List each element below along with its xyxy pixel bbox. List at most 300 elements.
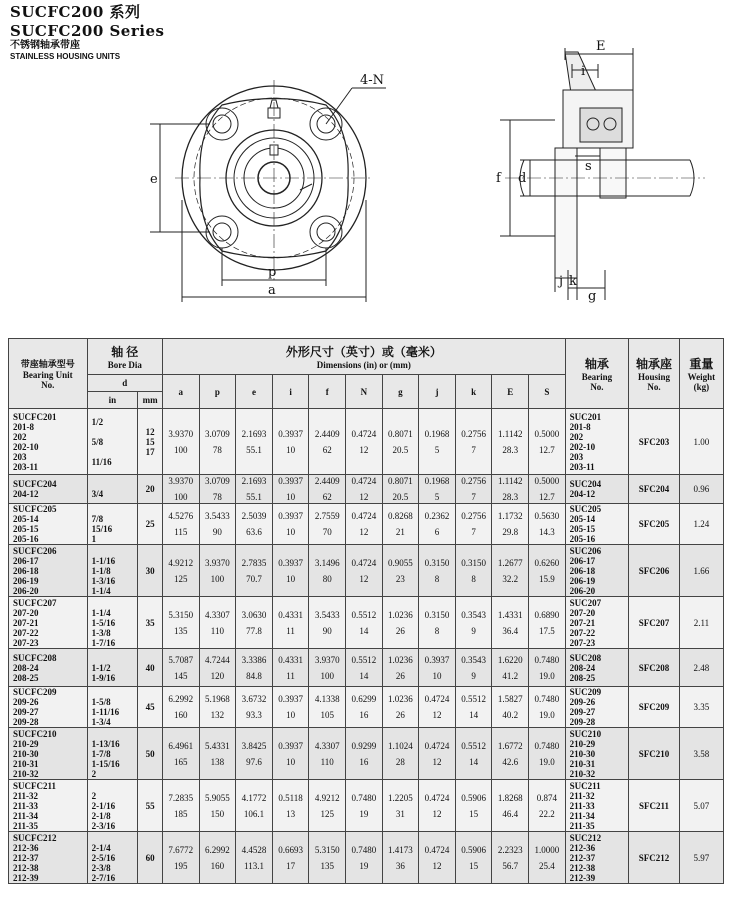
- label-d: d: [518, 171, 527, 186]
- dim-cell-p: [199, 504, 236, 545]
- dim-mm: 165: [174, 756, 188, 767]
- weight-cell: 5.97: [679, 832, 723, 884]
- bearing-cell: [565, 545, 629, 597]
- dim-mm: 46.4: [502, 808, 519, 819]
- col-e: e: [236, 375, 273, 409]
- housing-cell: SFC207: [629, 597, 680, 649]
- dim-inch: 3.0709: [205, 476, 230, 486]
- table-row: [9, 687, 724, 728]
- table-row: [9, 649, 724, 687]
- dim-mm: 120: [210, 670, 225, 681]
- dim-mm: 63.6: [246, 527, 262, 537]
- cell-line: 1/2: [91, 416, 104, 427]
- housing-cell: SFC209: [629, 687, 680, 728]
- dim-cell-i: [272, 475, 309, 504]
- housing-cell: SFC210: [629, 728, 680, 780]
- cell-line: [92, 546, 138, 556]
- dim-cell-E: [492, 728, 529, 780]
- dim-inch: 1.6220: [497, 654, 523, 665]
- dim-cell-p: [199, 728, 236, 780]
- cell-line: 2-5/16: [91, 852, 116, 863]
- label-j: j: [559, 274, 564, 289]
- housing-cell: SFC208: [629, 649, 680, 687]
- dim-inch: 0.1968: [424, 476, 450, 486]
- cell-line: 201-8: [13, 421, 34, 432]
- cell-line: 204-12: [569, 489, 596, 499]
- dim-inch: 0.3543: [461, 609, 487, 620]
- cell-line: 1-3/8: [91, 627, 111, 638]
- dim-inch: 0.3150: [424, 609, 450, 620]
- dim-mm: 15: [469, 808, 479, 819]
- dim-mm: 80: [322, 573, 332, 584]
- dim-mm: 7: [471, 444, 476, 455]
- cell-line: 210-31: [13, 758, 39, 769]
- cell-line: 202: [569, 431, 584, 442]
- cell-line: SUCFC211: [13, 780, 57, 791]
- cell-line: 1-7/16: [91, 637, 116, 648]
- dim-inch: 0.5512: [461, 740, 487, 751]
- dim-mm: 77.8: [246, 625, 262, 636]
- dim-inch: 2.7835: [241, 557, 267, 568]
- cell-line: 5/8: [91, 436, 104, 447]
- cell-line: 211-35: [569, 820, 595, 831]
- dim-mm: 55.1: [246, 492, 262, 502]
- dim-cell-j: [419, 728, 456, 780]
- cell-line: SUCFC207: [13, 597, 57, 608]
- dim-mm: 19.0: [538, 710, 555, 720]
- dim-cell-k: [455, 409, 492, 475]
- cell-line: 211-34: [569, 810, 595, 821]
- side-view: [500, 48, 705, 300]
- cell-line: 11/16: [91, 456, 112, 467]
- weight-cell: 1.66: [679, 545, 723, 597]
- dim-inch: 4.4528: [241, 844, 267, 855]
- dim-cell-j: [419, 832, 456, 884]
- dim-mm: 21: [395, 527, 405, 537]
- cell-line: [92, 729, 138, 739]
- dim-cell-a: [162, 687, 199, 728]
- dim-inch: 0.5512: [461, 694, 487, 704]
- dim-inch: 1.0236: [388, 694, 413, 704]
- bore-mm-cell: [138, 780, 163, 832]
- dim-mm: 5: [434, 444, 440, 455]
- dim-cell-i: [272, 545, 309, 597]
- dim-mm: 55.1: [246, 444, 262, 455]
- dim-mm: 17: [286, 860, 296, 871]
- dim-cell-e: [236, 832, 273, 884]
- cell-line: 207-22: [569, 627, 596, 638]
- bore-in-cell: [87, 780, 138, 832]
- dim-inch: 0.4724: [351, 476, 377, 486]
- dim-inch: 0.2362: [424, 511, 450, 521]
- cell-line: 35: [145, 617, 155, 628]
- dim-inch: 2.4409: [314, 476, 340, 486]
- unit-cell: [9, 545, 88, 597]
- cell-line: 212-38: [13, 862, 39, 873]
- dim-cell-S: [529, 545, 566, 597]
- dim-mm: 7: [471, 492, 476, 502]
- unit-cell: [9, 687, 88, 728]
- dim-mm: 56.7: [502, 860, 519, 871]
- dim-inch: 0.4724: [424, 792, 450, 803]
- dim-mm: 12: [359, 444, 369, 455]
- col-g: g: [382, 375, 419, 409]
- unit-cell: [9, 409, 88, 475]
- dim-inch: 0.3937: [278, 557, 303, 568]
- housing-cell: SFC203: [629, 409, 680, 475]
- dim-inch: 7.2835: [168, 792, 194, 803]
- bore-mm-cell: [138, 728, 163, 780]
- housing-cell: SFC204: [629, 475, 680, 504]
- dim-cell-f: [309, 832, 346, 884]
- cell-line: 2: [91, 768, 97, 779]
- dim-cell-S: [529, 409, 566, 475]
- cell-line: 1-15/16: [91, 758, 120, 769]
- cell-line: 206-17: [569, 555, 596, 566]
- cell-line: 212-36: [569, 842, 596, 853]
- unit-cell: [9, 780, 88, 832]
- dim-mm: 110: [320, 756, 334, 767]
- dim-mm: 11: [286, 670, 295, 681]
- cell-line: 50: [145, 748, 155, 759]
- cell-line: 15/16: [91, 524, 113, 534]
- cell-line: 211-32: [569, 790, 595, 801]
- dim-inch: 0.3937: [278, 694, 303, 704]
- dim-inch: 0.5000: [534, 476, 560, 486]
- dim-inch: 1.1024: [388, 740, 413, 751]
- cell-line: 212-39: [569, 872, 596, 883]
- cell-line: 17: [145, 446, 155, 457]
- dim-mm: 36: [395, 860, 405, 871]
- dim-inch: 0.3937: [278, 511, 303, 521]
- dim-mm: 15: [469, 860, 479, 871]
- bearing-cell: [565, 649, 629, 687]
- cell-line: 211-33: [13, 800, 39, 811]
- cell-line: 2-1/16: [91, 800, 116, 811]
- cell-line: 206-18: [13, 565, 39, 576]
- dim-mm: 28.3: [502, 444, 519, 455]
- cell-line: 1-1/2: [91, 662, 111, 673]
- dim-cell-N: [346, 832, 383, 884]
- dim-mm: 10: [286, 492, 296, 502]
- dim-cell-S: [529, 504, 566, 545]
- dim-cell-a: [162, 780, 199, 832]
- dim-cell-a: [162, 728, 199, 780]
- cell-line: 2-3/16: [91, 820, 116, 831]
- cell-line: 45: [145, 702, 155, 712]
- dim-cell-k: [455, 504, 492, 545]
- cell-line: 1-3/16: [91, 575, 116, 586]
- bore-mm-cell: [138, 597, 163, 649]
- dim-inch: 0.5000: [534, 428, 560, 439]
- cell-line: 209-28: [569, 717, 596, 727]
- dim-inch: 1.5827: [497, 694, 523, 704]
- cell-line: 209-26: [569, 697, 596, 707]
- dim-inch: 1.2677: [497, 557, 523, 568]
- dim-mm: 90: [212, 527, 222, 537]
- dim-inch: 0.8071: [388, 428, 413, 439]
- dim-cell-k: [455, 832, 492, 884]
- dim-mm: 26: [395, 670, 405, 681]
- dim-mm: 14: [469, 756, 479, 767]
- dim-mm: 9: [471, 670, 476, 681]
- cell-line: 210-30: [13, 748, 39, 759]
- dim-cell-a: [162, 409, 199, 475]
- dim-inch: 1.0000: [534, 844, 560, 855]
- dim-mm: 23: [395, 573, 405, 584]
- dim-mm: 16: [359, 756, 369, 767]
- cell-line: 202: [13, 431, 27, 442]
- bore-in-cell: [87, 409, 138, 475]
- dim-cell-i: [272, 504, 309, 545]
- dim-mm: 10: [286, 710, 296, 720]
- label-i: i: [581, 64, 586, 79]
- dim-inch: 0.2756: [461, 428, 487, 439]
- label-e: e: [150, 172, 158, 187]
- bore-in-cell: [87, 545, 138, 597]
- unit-cell: [9, 649, 88, 687]
- cell-line: 210-30: [569, 748, 596, 759]
- dim-inch: 5.1968: [205, 694, 230, 704]
- dim-cell-i: [272, 728, 309, 780]
- cell-line: 30: [145, 565, 155, 576]
- dim-cell-k: [455, 545, 492, 597]
- dim-inch: 0.5630: [534, 511, 560, 521]
- cell-line: 15: [145, 436, 155, 447]
- dim-cell-f: [309, 649, 346, 687]
- cell-line: 25: [145, 519, 155, 529]
- dimensions-table: [8, 338, 724, 884]
- bore-header: 轴 径 Bore Dia: [87, 339, 162, 375]
- bearing-cell: [565, 475, 629, 504]
- dim-cell-g: [382, 832, 419, 884]
- dim-inch: 0.4724: [351, 511, 377, 521]
- cell-line: 1-9/16: [91, 672, 116, 683]
- cell-line: 212-38: [569, 862, 596, 873]
- table-row: [9, 780, 724, 832]
- dim-mm: 125: [320, 808, 334, 819]
- dim-cell-N: [346, 649, 383, 687]
- housing-cell: SFC205: [629, 504, 680, 545]
- cell-line: 208-25: [569, 672, 596, 683]
- cell-line: 55: [145, 800, 155, 811]
- cell-line: 206-20: [13, 585, 39, 596]
- dim-mm: 93.3: [246, 710, 262, 720]
- unit-cell: [9, 728, 88, 780]
- dim-cell-E: [492, 504, 529, 545]
- dim-cell-N: [346, 475, 383, 504]
- dim-cell-j: [419, 649, 456, 687]
- cell-line: [92, 479, 138, 489]
- cell-line: 205-15: [13, 524, 39, 534]
- cell-line: SUC209: [569, 687, 602, 697]
- dim-inch: 4.1338: [314, 694, 340, 704]
- cell-line: SUCFC212: [13, 832, 57, 843]
- col-k: k: [455, 375, 492, 409]
- cell-line: [92, 833, 138, 843]
- dim-inch: 1.0236: [388, 654, 413, 665]
- cell-line: SUC210: [569, 728, 602, 739]
- dim-mm: 10: [286, 573, 296, 584]
- dim-mm: 31: [395, 808, 405, 819]
- dim-cell-f: [309, 687, 346, 728]
- dim-cell-g: [382, 780, 419, 832]
- dim-mm: 10: [286, 527, 296, 537]
- table-row: [9, 504, 724, 545]
- bore-mm-cell: [138, 545, 163, 597]
- dim-cell-E: [492, 832, 529, 884]
- dim-mm: 12: [359, 527, 369, 537]
- bearing-cell: [565, 687, 629, 728]
- dim-cell-a: [162, 649, 199, 687]
- dim-inch: 4.7244: [205, 654, 230, 665]
- cell-line: 210-32: [13, 768, 39, 779]
- dim-mm: 100: [210, 573, 225, 584]
- dim-cell-e: [236, 409, 273, 475]
- dim-mm: 32.2: [502, 573, 519, 584]
- dim-inch: 0.7480: [351, 792, 377, 803]
- dim-mm: 13: [286, 808, 296, 819]
- dim-mm: 113.1: [244, 860, 264, 871]
- cell-line: 203: [13, 451, 27, 462]
- label-n: 4-N: [360, 73, 385, 88]
- dim-cell-S: [529, 475, 566, 504]
- dim-mm: 29.8: [502, 527, 519, 537]
- dim-mm: 12: [432, 756, 442, 767]
- cell-line: 203-11: [13, 461, 39, 472]
- cell-line: 206-17: [13, 555, 39, 566]
- dim-inch: 0.7480: [534, 654, 560, 665]
- dim-mm: 110: [210, 625, 224, 636]
- bore-in-cell: [87, 728, 138, 780]
- dim-inch: 5.3150: [168, 609, 194, 620]
- cell-line: 1-5/8: [91, 697, 111, 707]
- dim-cell-N: [346, 597, 383, 649]
- dim-inch: 0.5118: [278, 792, 303, 803]
- dim-mm: 12: [432, 860, 442, 871]
- dim-cell-g: [382, 649, 419, 687]
- dim-cell-g: [382, 728, 419, 780]
- dim-mm: 20.5: [392, 492, 409, 502]
- cell-line: [92, 504, 138, 514]
- dim-mm: 20.5: [392, 444, 409, 455]
- dim-mm: 115: [174, 527, 188, 537]
- cell-line: 211-34: [13, 810, 39, 821]
- dim-cell-e: [236, 475, 273, 504]
- unit-cell: [9, 832, 88, 884]
- cell-line: 2: [91, 790, 97, 801]
- dim-mm: 70: [322, 527, 332, 537]
- cell-line: 208-24: [13, 662, 39, 673]
- dim-mm: 195: [174, 860, 188, 871]
- dim-mm: 8: [471, 573, 476, 584]
- dim-cell-e: [236, 504, 273, 545]
- dim-inch: 3.9370: [205, 557, 230, 568]
- dim-cell-j: [419, 545, 456, 597]
- dim-inch: 0.6260: [534, 557, 560, 568]
- dim-mm: 132: [210, 710, 225, 720]
- bore-mm-cell: [138, 409, 163, 475]
- label-s: s: [585, 159, 592, 174]
- dim-cell-E: [492, 687, 529, 728]
- bore-in-cell: [87, 475, 138, 504]
- dim-inch: 0.3937: [278, 476, 303, 486]
- dim-mm: 160: [174, 710, 188, 720]
- dim-inch: 3.0709: [205, 428, 230, 439]
- dim-mm: 135: [174, 625, 188, 636]
- dim-cell-p: [199, 687, 236, 728]
- cell-line: SUC204: [569, 479, 602, 489]
- dim-mm: 14: [359, 625, 369, 636]
- dim-inch: 1.6772: [497, 740, 523, 751]
- technical-drawing: [0, 0, 730, 320]
- bearing-header: 轴承 Bearing No.: [565, 339, 629, 409]
- cell-line: 201-8: [569, 421, 591, 432]
- housing-header: 轴承座 Housing No.: [629, 339, 680, 409]
- dim-cell-S: [529, 687, 566, 728]
- label-g: g: [588, 289, 597, 304]
- col-a: a: [162, 375, 199, 409]
- cell-line: 2-3/8: [91, 862, 111, 873]
- dim-cell-j: [419, 409, 456, 475]
- cell-line: 210-29: [569, 738, 596, 749]
- dim-mm: 22.2: [538, 808, 555, 819]
- dim-inch: 5.3150: [314, 844, 340, 855]
- dim-mm: 62: [322, 444, 332, 455]
- dim-cell-f: [309, 409, 346, 475]
- dim-mm: 28.3: [502, 492, 519, 502]
- cell-line: 1-1/8: [91, 565, 111, 576]
- dim-cell-j: [419, 597, 456, 649]
- dim-mm: 6: [434, 527, 440, 537]
- dim-inch: 5.9055: [205, 792, 230, 803]
- dim-inch: 1.1142: [498, 428, 523, 439]
- dim-mm: 10: [286, 756, 296, 767]
- dim-mm: 62: [322, 492, 332, 502]
- dim-mm: 12.7: [538, 492, 555, 502]
- dim-inch: 2.1693: [241, 428, 267, 439]
- dim-mm: 12: [432, 710, 442, 720]
- dim-inch: 0.8268: [388, 511, 413, 521]
- dim-inch: 3.0630: [241, 609, 267, 620]
- dim-inch: 0.4724: [351, 428, 377, 439]
- dim-cell-j: [419, 475, 456, 504]
- dim-cell-k: [455, 687, 492, 728]
- col-N: N: [346, 375, 383, 409]
- dim-cell-S: [529, 597, 566, 649]
- dim-inch: 5.4331: [205, 740, 230, 751]
- dim-inch: 0.5512: [351, 609, 377, 620]
- dim-cell-j: [419, 780, 456, 832]
- dim-cell-j: [419, 687, 456, 728]
- dim-mm: 28: [395, 756, 405, 767]
- dim-cell-a: [162, 545, 199, 597]
- dim-mm: 42.6: [502, 756, 519, 767]
- table-row: [9, 728, 724, 780]
- dim-cell-i: [272, 687, 309, 728]
- dim-mm: 78: [212, 444, 222, 455]
- weight-header: 重量 Weight (kg): [679, 339, 723, 409]
- dim-cell-g: [382, 504, 419, 545]
- dim-mm: 84.8: [246, 670, 262, 681]
- bore-in-cell: [87, 649, 138, 687]
- dim-mm: 100: [174, 492, 188, 502]
- dim-cell-e: [236, 597, 273, 649]
- dim-mm: 100: [174, 444, 188, 455]
- dim-mm: 19.0: [538, 756, 555, 767]
- dim-mm: 40.2: [502, 710, 519, 720]
- cell-line: 207-23: [13, 637, 39, 648]
